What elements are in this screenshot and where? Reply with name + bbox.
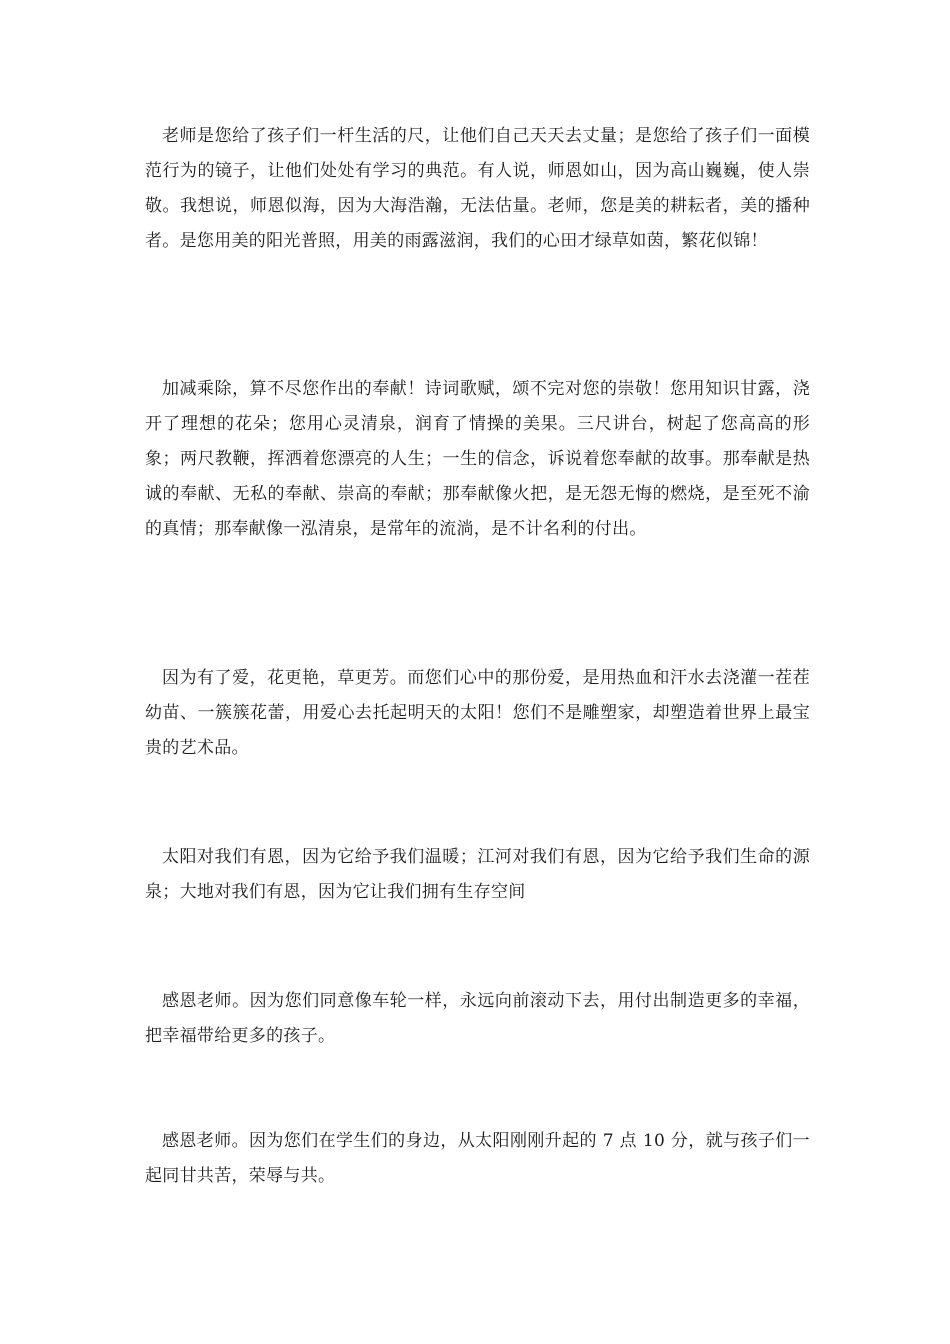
- paragraph: 太阳对我们有恩，因为它给予我们温暖；江河对我们有恩，因为它给予我们生命的源泉；大地对我们有恩，因为它让我们拥有生存空间: [145, 847, 810, 902]
- paragraph: 感恩老师。因为您们同意像车轮一样，永远向前滚动下去，用付出制造更多的幸福，把幸福带给更多的孩子。: [145, 991, 810, 1046]
- paragraph: 加减乘除，算不尽您作出的奉献！诗词歌赋，颂不完对您的崇敬！您用知识甘露，浇开了理想的花朵；您用心灵清泉，润育了情操的美果。三尺讲台，树起了您高高的形象；两尺教鞭，挥洒着您漂亮的人生；一生的信念，诉说着您奉献的故事。那奉献是热诚的奉献、无私的奉献、崇高的奉献；那奉献像火把，是无怨无悔的燃烧，是至死不渝的真情；那奉献像一泓清泉，是常年的流淌，是不计名利的付出。: [145, 379, 810, 539]
- paragraph: 因为有了爱，花更艳，草更芳。而您们心中的那份爱，是用热血和汗水去浇灌一茬茬幼苗、一簇簇花蕾，用爱心去托起明天的太阳！您们不是雕塑家，却塑造着世界上最宝贵的艺术品。: [145, 668, 810, 758]
- paragraph: 老师是您给了孩子们一杆生活的尺，让他们自己天天去丈量；是您给了孩子们一面模范行为的镜子，让他们处处有学习的典范。有人说，师恩如山，因为高山巍巍，使人崇敬。我想说，师恩似海，因为大海浩瀚，无法估量。老师，您是美的耕耘者，美的播种者。是您用美的阳光普照，用美的雨露滋润，我们的心田才绿草如茵，繁花似锦！: [145, 126, 810, 251]
- paragraph: 感恩老师。因为您们在学生们的身边，从太阳刚刚升起的 7 点 10 分，就与孩子们一起同甘共苦，荣辱与共。: [145, 1131, 810, 1186]
